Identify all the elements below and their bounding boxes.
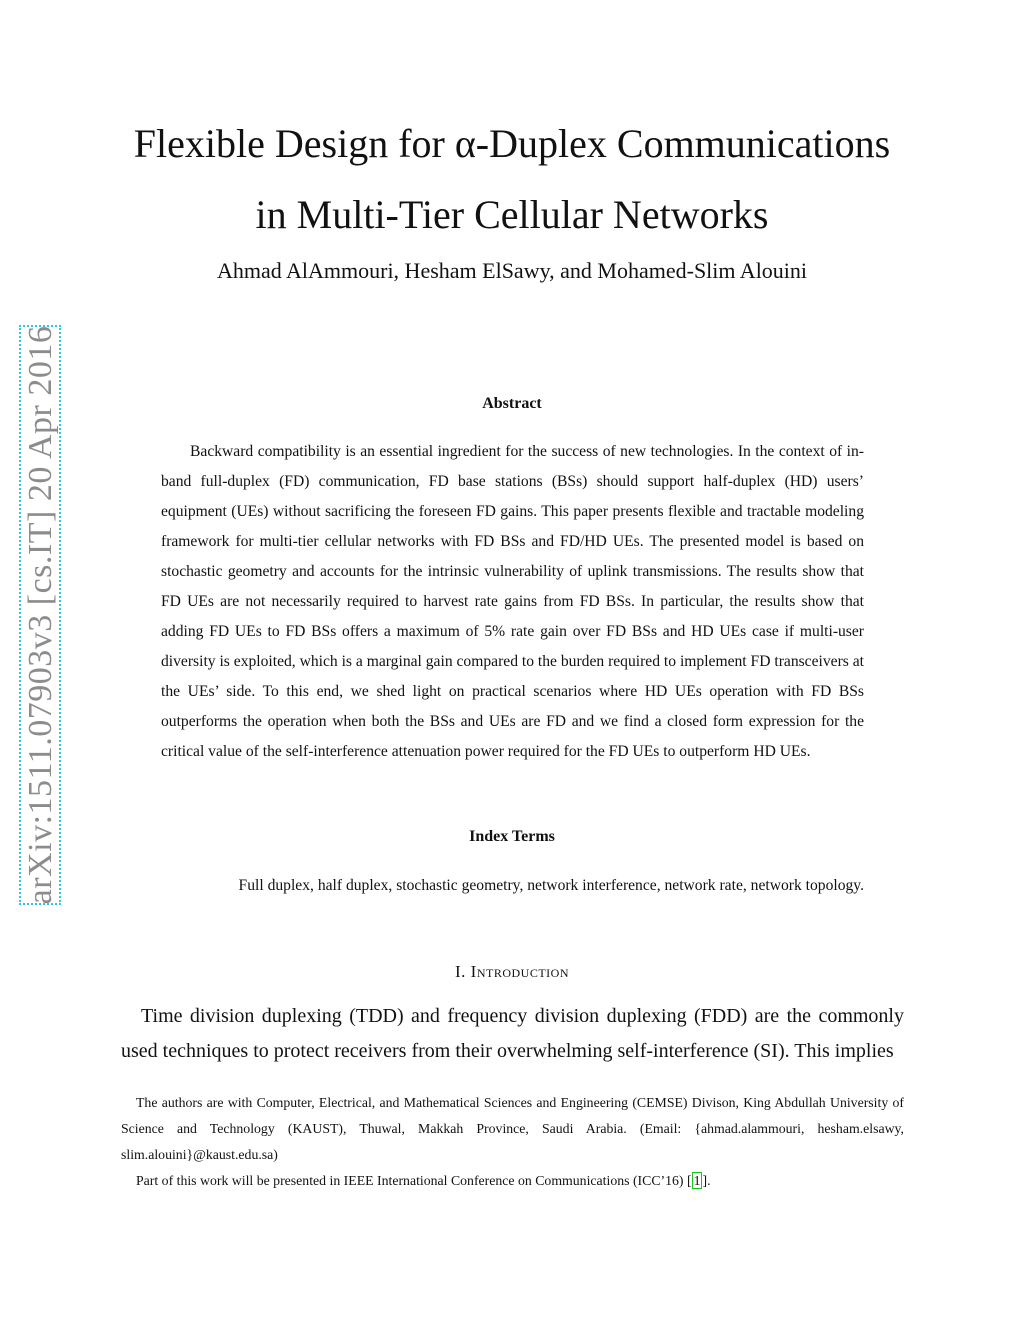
index-terms-text: Full duplex, half duplex, stochastic geometry, network interference, network rate, network topology. (238, 877, 864, 894)
abstract-heading: Abstract (482, 395, 542, 412)
affiliation-footnote: The authors are with Computer, Electrical, and Mathematical Sciences and Engineering (CEMSE) Divison, King Abdullah University of Science and Technology (KAUST), Thuwal, Makkah Province, Saudi Arabia. (Email: {ahmad.alammouri, hesham.elsawy, slim.alouini}@kaust.edu.sa) (121, 1095, 904, 1162)
paper-title (0, 108, 1024, 250)
author-list: Ahmad AlAmmouri, Hesham ElSawy, and Mohamed-Slim Alouini (216, 258, 808, 283)
title-line-1: Flexible Design for α-Duplex Communications (133, 121, 891, 166)
introduction-paragraph: Time division duplexing (TDD) and frequency division duplexing (FDD) are the commonly used techniques to protect receivers from their overwhelming self-interference (SI). This implies (121, 1005, 904, 1062)
arxiv-stamp[interactable]: arXiv:1511.07903v3 [cs.IT] 20 Apr 2016 (22, 325, 59, 905)
citation-link[interactable]: 1 (693, 1173, 701, 1188)
section-title: Introduction (470, 962, 569, 981)
section-heading-introduction (0, 962, 1024, 982)
title-line-2: in Multi-Tier Cellular Networks (255, 192, 769, 237)
conference-footnote (121, 1168, 904, 1194)
abstract-text: Backward compatibility is an essential ingredient for the success of new technologies. In the context of in-band full-duplex (FD) communication, FD base stations (BSs) should support half-duplex (HD) users’ equipment (UEs) without sacrificing the foreseen FD gains. This paper presents flexible and tractable modeling framework for multi-tier cellular networks with FD BSs and FD/HD UEs. The presented model is based on stochastic geometry and accounts for the intrinsic vulnerability of uplink transmissions. The results show that FD UEs are not necessarily required to harvest rate gains from FD BSs. In particular, the results show that adding FD UEs to FD BSs offers a maximum of 5% rate gain over FD BSs and HD UEs case if multi-user diversity is exploited, which is a marginal gain compared to the burden required to implement FD transceivers at the UEs’ side. To this end, we shed light on practical scenarios where HD UEs operation with FD BSs outperforms the operation when both the BSs and UEs are FD and we find a closed form expression for the critical value of the self-interference attenuation power required for the FD UEs to outperform HD UEs. (161, 443, 864, 760)
conference-footnote-text: Part of this work will be presented in IEEE International Conference on Communications (ICC’16) [ (136, 1173, 692, 1188)
index-terms-heading: Index Terms (469, 828, 555, 845)
section-number: I. (455, 962, 466, 981)
conference-footnote-end: ]. (702, 1173, 711, 1188)
